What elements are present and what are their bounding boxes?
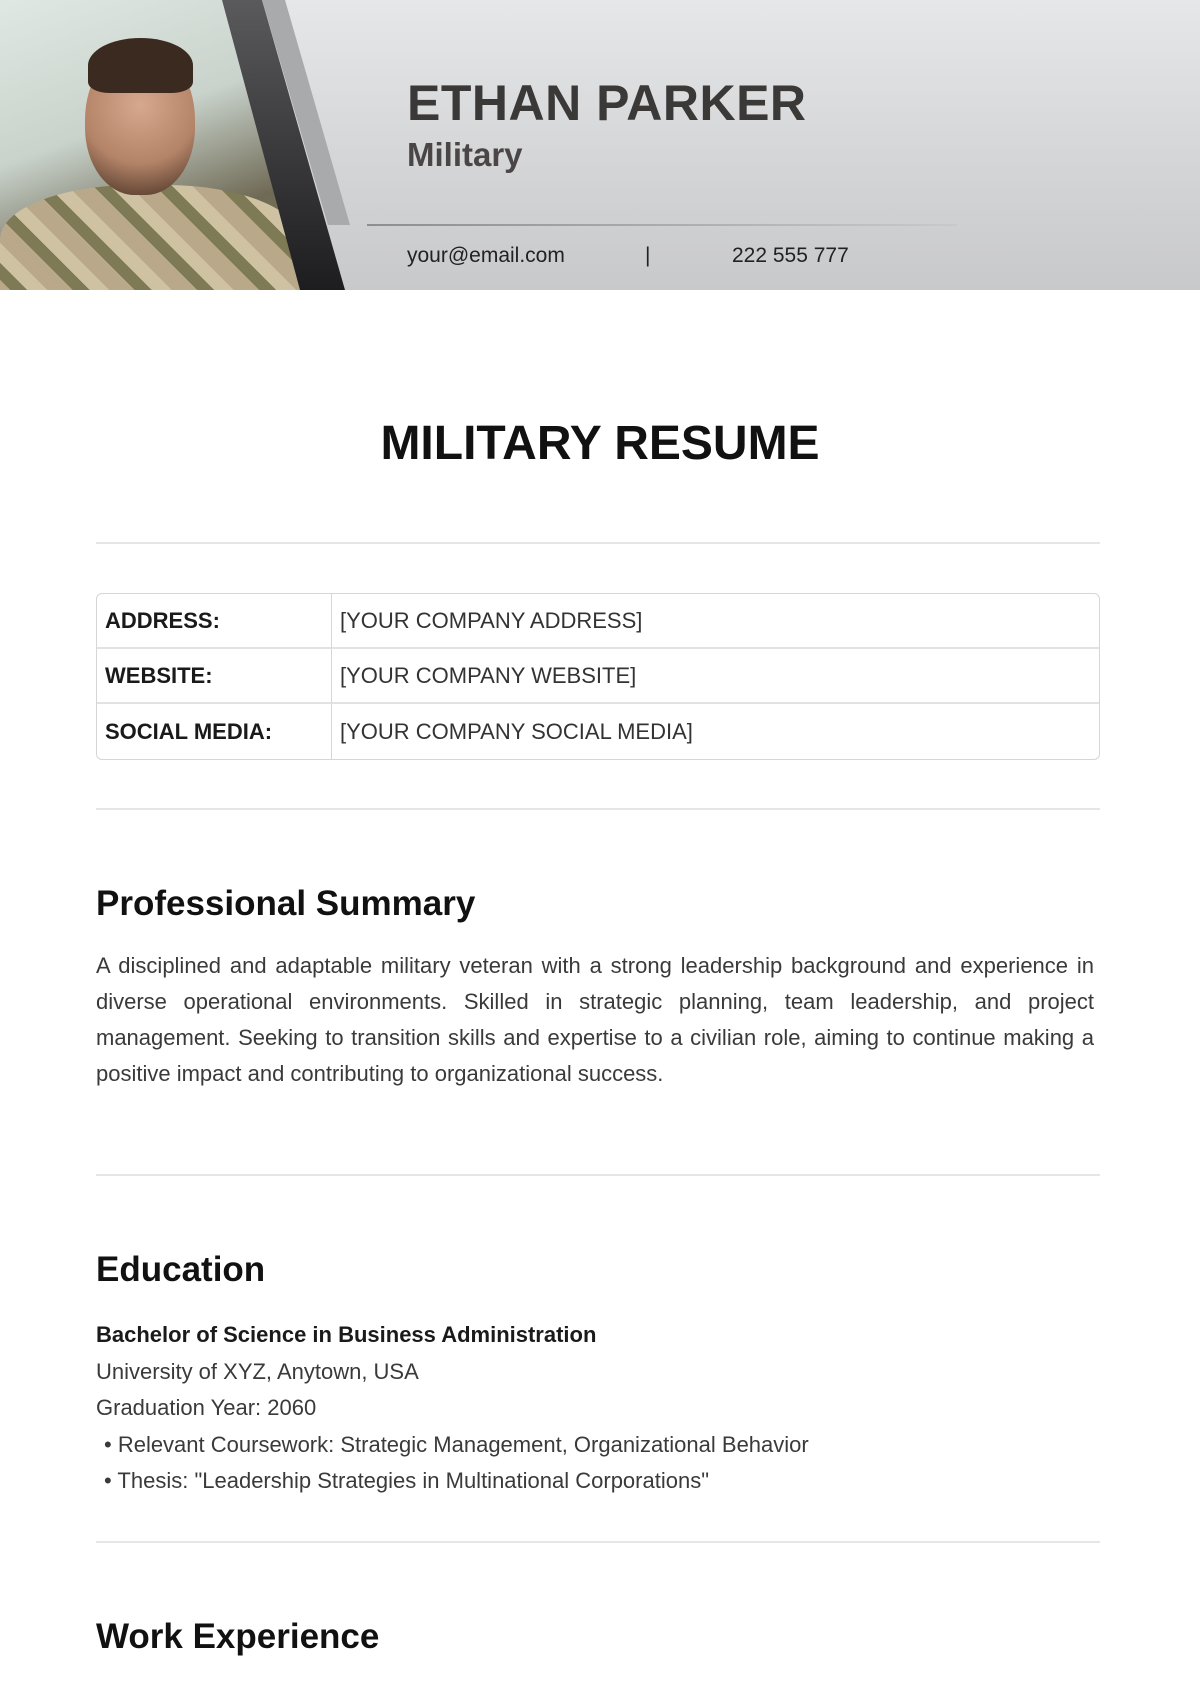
table-row xyxy=(97,594,1099,649)
degree: Bachelor of Science in Business Administration xyxy=(96,1322,597,1347)
section-heading-work: Work Experience xyxy=(96,1617,380,1656)
row-label: WEBSITE: xyxy=(97,649,332,704)
section-heading-education: Education xyxy=(96,1250,266,1289)
school: University of XYZ, Anytown, USA xyxy=(96,1358,419,1384)
header-divider xyxy=(367,224,957,226)
row-value: [YOUR COMPANY WEBSITE] xyxy=(332,649,1099,704)
graduation-year: Graduation Year: 2060 xyxy=(96,1395,317,1420)
education-entry xyxy=(96,1317,809,1500)
table-row xyxy=(97,649,1099,704)
email: your@email.com xyxy=(407,244,565,267)
list-item: • Thesis: "Leadership Strategies in Multinational Corporations" xyxy=(104,1468,710,1493)
row-value: [YOUR COMPANY ADDRESS] xyxy=(332,594,1099,649)
contact-separator: | xyxy=(645,244,651,267)
divider xyxy=(96,1541,1100,1543)
phone: 222 555 777 xyxy=(732,244,849,267)
candidate-role: Military xyxy=(407,136,523,173)
hair xyxy=(88,38,193,93)
list-item: • Relevant Coursework: Strategic Management, Organizational Behavior xyxy=(104,1431,809,1457)
summary-text: A disciplined and adaptable military veteran with a strong leadership background and experience in diverse operational environments. Skilled in strategic planning, team leadership, and project management. Seeking to transition skills and expertise to a civilian role, aiming to continue making a positive impact and contributing to organizational success. xyxy=(96,953,1094,1086)
contact-info-table xyxy=(96,593,1100,760)
row-value: [YOUR COMPANY SOCIAL MEDIA] xyxy=(340,718,693,744)
table-row xyxy=(97,704,1099,759)
divider xyxy=(96,808,1100,810)
camouflage-uniform xyxy=(0,185,300,305)
divider xyxy=(96,1174,1100,1176)
resume-header xyxy=(0,0,1200,290)
candidate-name: ETHAN PARKER xyxy=(407,75,807,131)
section-heading-summary: Professional Summary xyxy=(96,884,476,923)
document-title: MILITARY RESUME xyxy=(380,417,820,470)
row-label: ADDRESS: xyxy=(97,594,332,649)
row-label: SOCIAL MEDIA: xyxy=(97,704,332,759)
divider xyxy=(96,542,1100,544)
